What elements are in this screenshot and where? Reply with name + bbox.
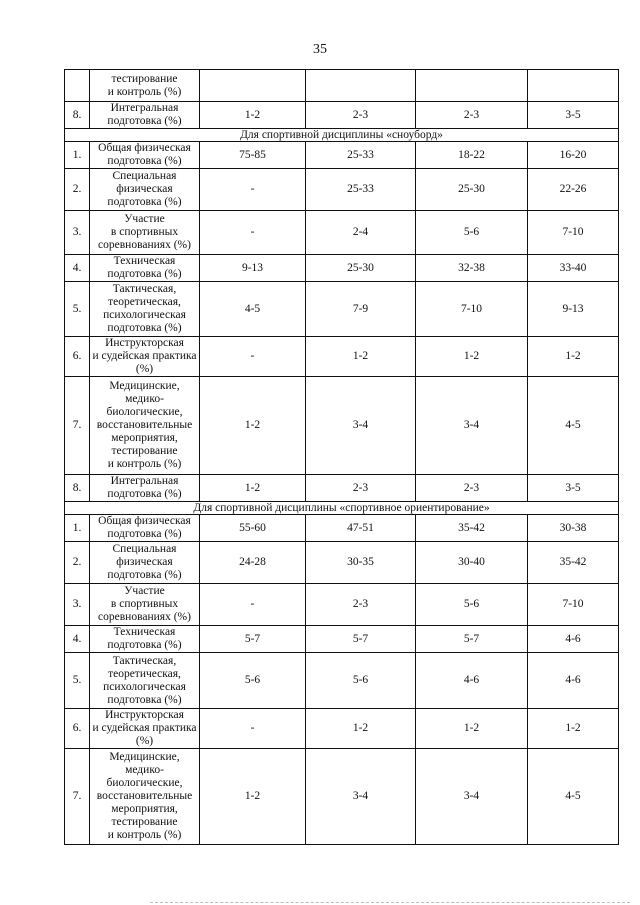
stage-value-4: 4-6 — [528, 626, 619, 653]
training-type: Специальная физическая подготовка (%) — [90, 542, 200, 584]
table-row — [65, 102, 619, 129]
training-type: Тактическая, теоретическая, психологическая подготовка (%) — [90, 653, 200, 709]
stage-value-2: 3-4 — [306, 377, 416, 475]
stage-value-1 — [200, 70, 306, 102]
stage-value-4: 30-38 — [528, 515, 619, 542]
row-number: 6. — [65, 337, 90, 377]
row-number: 3. — [65, 584, 90, 626]
row-number: 5. — [65, 282, 90, 337]
stage-value-2 — [306, 70, 416, 102]
stage-value-1: 75-85 — [200, 142, 306, 169]
stage-value-1: 24-28 — [200, 542, 306, 584]
stage-value-1: 1-2 — [200, 475, 306, 502]
stage-value-2: 47-51 — [306, 515, 416, 542]
table-row — [65, 377, 619, 475]
stage-value-3: 7-10 — [416, 282, 528, 337]
stage-value-2: 3-4 — [306, 749, 416, 845]
stage-value-1: - — [200, 169, 306, 211]
training-type: Общая физическая подготовка (%) — [90, 515, 200, 542]
stage-value-4: 3-5 — [528, 475, 619, 502]
table-row — [65, 515, 619, 542]
training-ratio-table — [64, 69, 619, 845]
training-type: Медицинские, медико- биологические, восстановительные мероприятия, тестирование и контроль (%) — [90, 377, 200, 475]
training-type: Техническая подготовка (%) — [90, 626, 200, 653]
table-row — [65, 584, 619, 626]
stage-value-2: 2-4 — [306, 211, 416, 255]
table-row — [65, 255, 619, 282]
training-type: Участие в спортивных соревнованиях (%) — [90, 584, 200, 626]
stage-value-3: 5-6 — [416, 211, 528, 255]
stage-value-2: 2-3 — [306, 102, 416, 129]
table-row — [65, 70, 619, 102]
stage-value-3: 32-38 — [416, 255, 528, 282]
stage-value-2: 30-35 — [306, 542, 416, 584]
stage-value-4 — [528, 70, 619, 102]
table-row — [65, 653, 619, 709]
stage-value-4: 1-2 — [528, 709, 619, 749]
row-number: 3. — [65, 211, 90, 255]
stage-value-3: 30-40 — [416, 542, 528, 584]
row-number: 4. — [65, 626, 90, 653]
stage-value-4: 9-13 — [528, 282, 619, 337]
row-number: 8. — [65, 102, 90, 129]
stage-value-2: 1-2 — [306, 337, 416, 377]
stage-value-1: - — [200, 709, 306, 749]
stage-value-4: 33-40 — [528, 255, 619, 282]
row-number: 1. — [65, 515, 90, 542]
stage-value-1: 1-2 — [200, 377, 306, 475]
stage-value-3: 1-2 — [416, 709, 528, 749]
training-type: Медицинские, медико- биологические, восстановительные мероприятия, тестирование и контроль (%) — [90, 749, 200, 845]
table-row — [65, 211, 619, 255]
row-number: 6. — [65, 709, 90, 749]
table-row — [65, 709, 619, 749]
training-type: Инструкторская и судейская практика (%) — [90, 337, 200, 377]
training-type: Интегральная подготовка (%) — [90, 102, 200, 129]
stage-value-2: 2-3 — [306, 584, 416, 626]
row-number: 7. — [65, 749, 90, 845]
stage-value-1: - — [200, 584, 306, 626]
stage-value-4: 4-5 — [528, 749, 619, 845]
stage-value-3: 3-4 — [416, 377, 528, 475]
stage-value-3: 1-2 — [416, 337, 528, 377]
stage-value-3: 2-3 — [416, 102, 528, 129]
row-number: 5. — [65, 653, 90, 709]
stage-value-2: 2-3 — [306, 475, 416, 502]
row-number: 8. — [65, 475, 90, 502]
stage-value-4: 35-42 — [528, 542, 619, 584]
row-number: 1. — [65, 142, 90, 169]
stage-value-3: 5-7 — [416, 626, 528, 653]
scan-edge-line — [150, 902, 630, 903]
training-type: Техническая подготовка (%) — [90, 255, 200, 282]
stage-value-4: 4-5 — [528, 377, 619, 475]
stage-value-3: 3-4 — [416, 749, 528, 845]
stage-value-4: 4-6 — [528, 653, 619, 709]
training-type: Тактическая, теоретическая, психологическая подготовка (%) — [90, 282, 200, 337]
stage-value-3: 4-6 — [416, 653, 528, 709]
table-row — [65, 626, 619, 653]
stage-value-3: 5-6 — [416, 584, 528, 626]
table-row — [65, 749, 619, 845]
stage-value-4: 22-26 — [528, 169, 619, 211]
stage-value-4: 16-20 — [528, 142, 619, 169]
row-number: 4. — [65, 255, 90, 282]
stage-value-1: - — [200, 337, 306, 377]
table-row — [65, 169, 619, 211]
row-number — [65, 70, 90, 102]
stage-value-4: 7-10 — [528, 584, 619, 626]
stage-value-3: 18-22 — [416, 142, 528, 169]
stage-value-1: 4-5 — [200, 282, 306, 337]
stage-value-2: 1-2 — [306, 709, 416, 749]
stage-value-1: 1-2 — [200, 749, 306, 845]
training-type: Инструкторская и судейская практика (%) — [90, 709, 200, 749]
table-row — [65, 542, 619, 584]
stage-value-3: 35-42 — [416, 515, 528, 542]
training-type: Участие в спортивных соревнованиях (%) — [90, 211, 200, 255]
section-header-row — [65, 502, 619, 515]
training-type: тестирование и контроль (%) — [90, 70, 200, 102]
training-type: Интегральная подготовка (%) — [90, 475, 200, 502]
section-title: Для спортивной дисциплины «сноуборд» — [65, 129, 619, 142]
stage-value-2: 5-6 — [306, 653, 416, 709]
stage-value-2: 25-33 — [306, 142, 416, 169]
stage-value-3: 25-30 — [416, 169, 528, 211]
section-title: Для спортивной дисциплины «спортивное ориентирование» — [65, 502, 619, 515]
stage-value-1: 5-7 — [200, 626, 306, 653]
stage-value-2: 7-9 — [306, 282, 416, 337]
stage-value-3: 2-3 — [416, 475, 528, 502]
row-number: 7. — [65, 377, 90, 475]
row-number: 2. — [65, 542, 90, 584]
stage-value-1: - — [200, 211, 306, 255]
stage-value-1: 55-60 — [200, 515, 306, 542]
stage-value-2: 25-30 — [306, 255, 416, 282]
training-type: Специальная физическая подготовка (%) — [90, 169, 200, 211]
training-type: Общая физическая подготовка (%) — [90, 142, 200, 169]
row-number: 2. — [65, 169, 90, 211]
table-row — [65, 142, 619, 169]
table-row — [65, 282, 619, 337]
stage-value-2: 5-7 — [306, 626, 416, 653]
stage-value-4: 3-5 — [528, 102, 619, 129]
stage-value-1: 5-6 — [200, 653, 306, 709]
page-number: 35 — [313, 42, 327, 57]
stage-value-3 — [416, 70, 528, 102]
stage-value-4: 1-2 — [528, 337, 619, 377]
stage-value-1: 9-13 — [200, 255, 306, 282]
stage-value-1: 1-2 — [200, 102, 306, 129]
stage-value-4: 7-10 — [528, 211, 619, 255]
stage-value-2: 25-33 — [306, 169, 416, 211]
section-header-row — [65, 129, 619, 142]
table-row — [65, 475, 619, 502]
table-row — [65, 337, 619, 377]
